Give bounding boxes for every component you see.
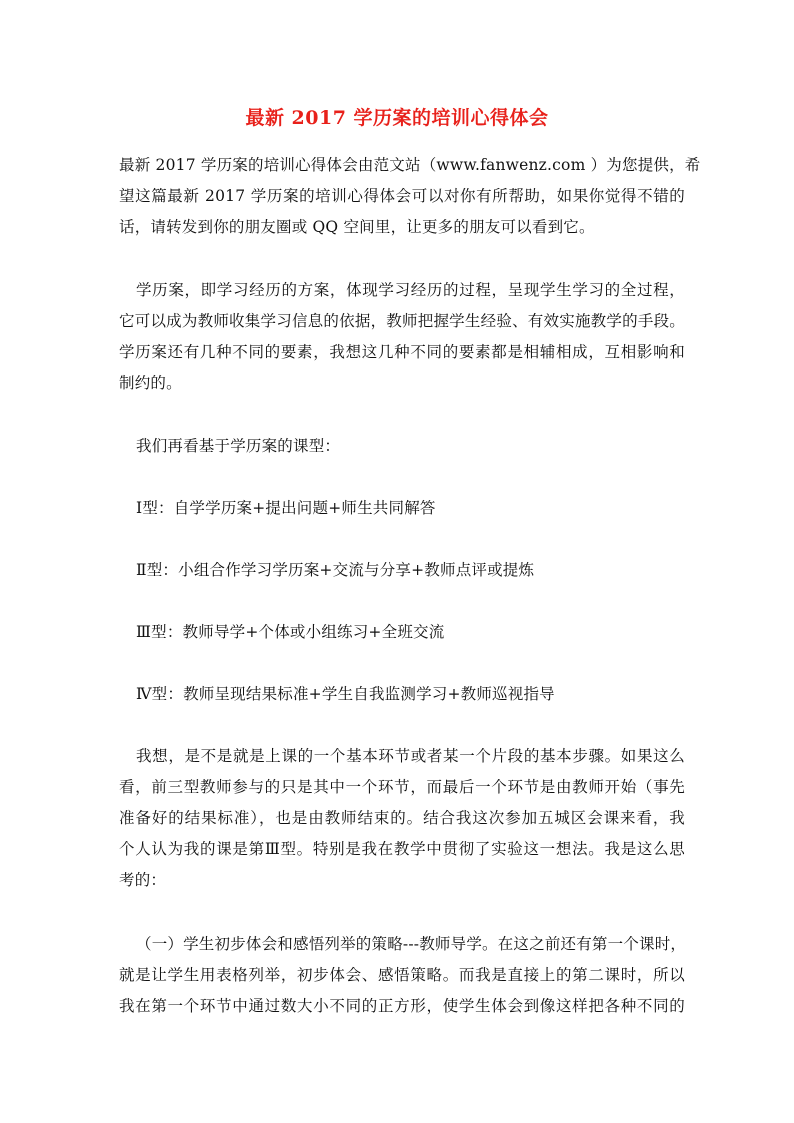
paragraph-3	[119, 741, 685, 896]
paragraph-3-line-3: 准备好的结果标准），也是由教师结束的。结合我这次参加五城区会课来看，我	[119, 809, 685, 827]
paragraph-1-line-2: 它可以成为教师收集学习信息的依据，教师把握学生经验、有效实施教学的手段。	[119, 312, 685, 330]
paragraph-4	[119, 929, 685, 1022]
paragraph-1-line-3: 学历案还有几种不同的要素，我想这几种不同的要素都是相辅相成，互相影响和	[119, 343, 685, 361]
lesson-type-4-text: Ⅳ型：教师呈现结果标准+学生自我监测学习+教师巡视指导	[136, 685, 555, 703]
lesson-type-3-text: Ⅲ型：教师导学+个体或小组练习+全班交流	[136, 623, 445, 641]
lesson-type-1-text: Ⅰ型：自学学历案+提出问题+师生共同解答	[136, 499, 436, 517]
paragraph-1-line-1: 学历案，即学习经历的方案，体现学习经历的过程，呈现学生学习的全过程，	[136, 281, 685, 299]
document-title: 最新 2017 学历案的培训心得体会	[245, 107, 549, 129]
intro-paragraph	[119, 150, 701, 243]
lesson-type-2-text: Ⅱ型：小组合作学习学历案+交流与分享+教师点评或提炼	[136, 561, 535, 579]
paragraph-3-line-2: 看，前三型教师参与的只是其中一个环节，而最后一个环节是由教师开始（事先	[119, 778, 685, 796]
paragraph-3-line-5: 考的：	[119, 871, 167, 889]
paragraph-4-line-1: （一）学生初步体会和感悟列举的策略---教师导学。在这之前还有第一个课时，	[136, 935, 687, 953]
paragraph-3-line-4: 个人认为我的课是第Ⅲ型。特别是我在教学中贯彻了实验这一想法。我是这么思	[119, 840, 685, 858]
intro-line-3: 话，请转发到你的朋友圈或 QQ 空间里，让更多的朋友可以看到它。	[119, 218, 595, 236]
intro-line-2: 望这篇最新 2017 学历案的培训心得体会可以对你有所帮助，如果你觉得不错的	[119, 187, 685, 205]
paragraph-4-line-2: 就是让学生用表格列举，初步体会、感悟策略。而我是直接上的第二课时，所以	[119, 966, 685, 984]
paragraph-4-line-3: 我在第一个环节中通过数大小不同的正方形，使学生体会到像这样把各种不同的	[119, 997, 685, 1015]
paragraph-2	[119, 431, 685, 462]
lesson-type-1	[119, 493, 685, 524]
paragraph-3-line-1: 我想，是不是就是上课的一个基本环节或者某一个片段的基本步骤。如果这么	[136, 747, 685, 765]
lesson-type-3	[119, 617, 685, 648]
intro-line-1: 最新 2017 学历案的培训心得体会由范文站（www.fanwenz.com ）为您提供，希	[119, 156, 701, 174]
lesson-type-2	[119, 555, 685, 586]
paragraph-1	[119, 275, 685, 399]
paragraph-2-line-1: 我们再看基于学历案的课型：	[136, 437, 341, 455]
paragraph-1-line-4: 制约的。	[119, 374, 182, 392]
lesson-type-4	[119, 679, 685, 710]
